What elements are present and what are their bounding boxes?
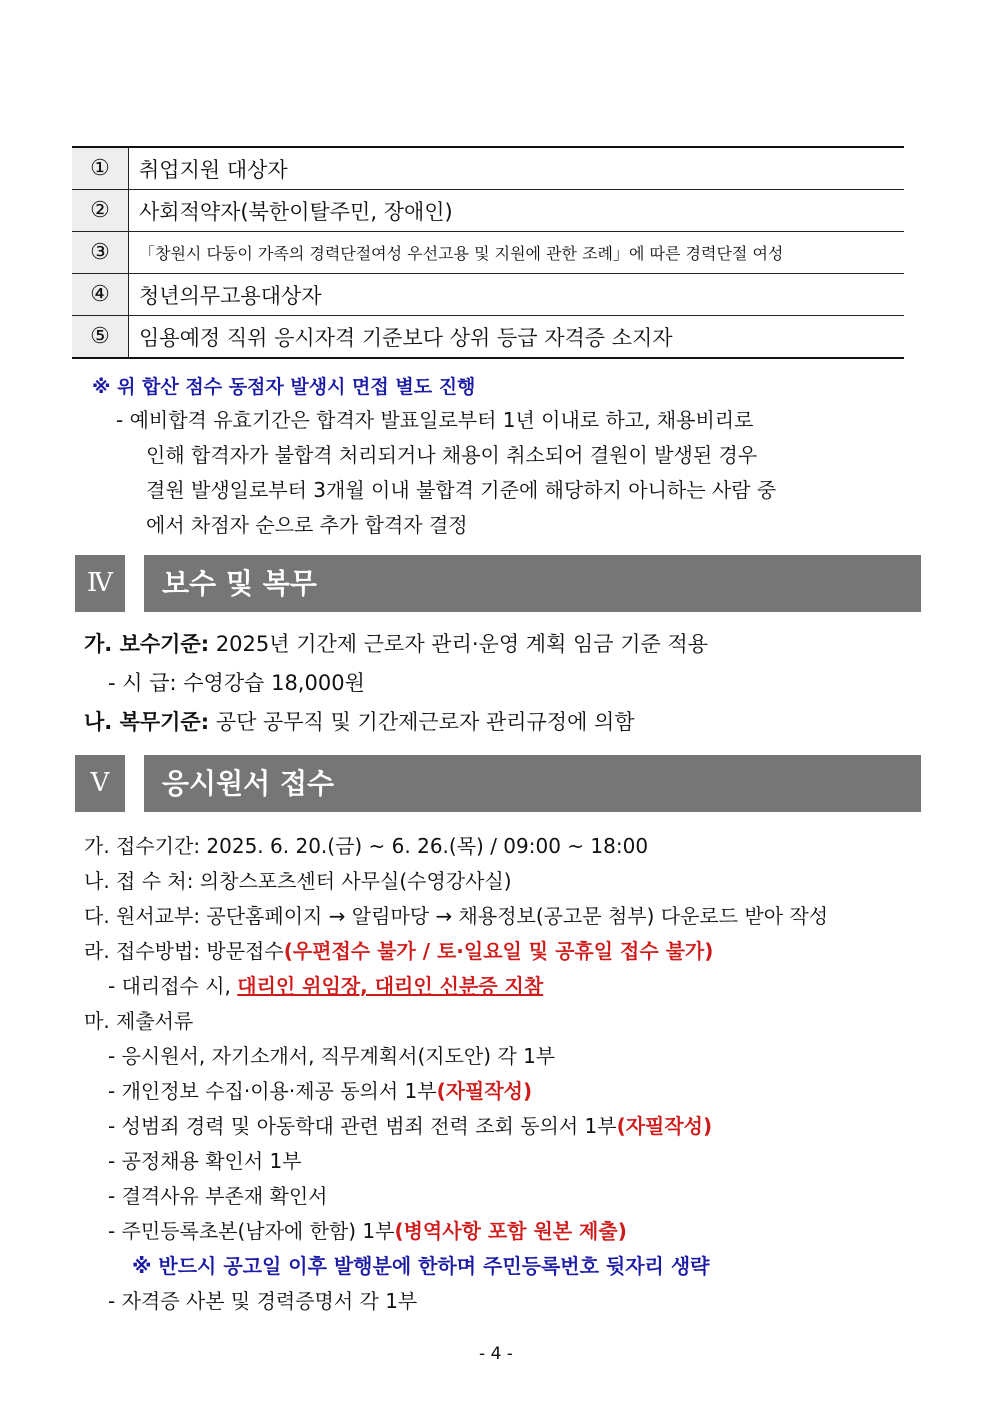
row-text: 취업지원 대상자 bbox=[129, 147, 905, 190]
doc-item bbox=[108, 1216, 627, 1246]
row-text: 임용예정 직위 응시자격 기준보다 상위 등급 자격증 소지자 bbox=[129, 316, 905, 359]
reserve-line-1: - 예비합격 유효기간은 합격자 발표일로부터 1년 이내로 하고, 채용비리로 bbox=[116, 408, 754, 432]
reserve-line-3: 결원 발생일로부터 3개월 이내 불합격 기준에 해당하지 아니하는 사람 중 bbox=[146, 478, 777, 502]
row-text: 「창원시 다둥이 가족의 경력단절여성 우선고용 및 지원에 관한 조례」에 따른 경력단절 여성 bbox=[129, 232, 905, 274]
row-number: ⑤ bbox=[72, 316, 129, 359]
doc-note-red: (자필작성) bbox=[436, 1079, 533, 1103]
application-method bbox=[84, 936, 713, 966]
row-number: ① bbox=[72, 147, 129, 190]
duty-label: 나. 복무기준: bbox=[84, 710, 210, 734]
row-number: ④ bbox=[72, 274, 129, 316]
doc-text: - 개인정보 수집·이용·제공 동의서 1부 bbox=[108, 1079, 437, 1103]
duty-standard bbox=[84, 707, 635, 737]
proxy-requirement: 대리인 위임장, 대리인 신분증 지참 bbox=[237, 974, 544, 998]
application-form: 다. 원서교부: 공단홈페이지 → 알림마당 → 채용정보(공고문 첨부) 다운로드 받아 작성 bbox=[84, 904, 829, 928]
docs-heading: 마. 제출서류 bbox=[84, 1009, 194, 1033]
doc-item: - 공정채용 확인서 1부 bbox=[108, 1149, 302, 1173]
table-row bbox=[72, 316, 904, 359]
reserve-line-4: 에서 차점자 순으로 추가 합격자 결정 bbox=[146, 513, 468, 537]
section-number: Ⅴ bbox=[75, 755, 125, 812]
table-row bbox=[72, 232, 904, 274]
page-number: - 4 - bbox=[479, 1344, 513, 1364]
hourly-label: - 시 급: bbox=[108, 671, 177, 695]
pay-text: 2025년 기간제 근로자 관리·운영 계획 임금 기준 적용 bbox=[215, 632, 709, 656]
reserve-line-2: 인해 합격자가 불합격 처리되거나 채용이 취소되어 결원이 발생된 경우 bbox=[146, 443, 758, 467]
proxy-text: - 대리접수 시, bbox=[108, 974, 231, 998]
doc-item bbox=[108, 1111, 712, 1141]
application-place: 나. 접 수 처: 의창스포츠센터 사무실(수영강사실) bbox=[84, 869, 512, 893]
proxy-application bbox=[108, 971, 543, 1001]
doc-item: - 응시원서, 자기소개서, 직무계획서(지도안) 각 1부 bbox=[108, 1044, 556, 1068]
method-restriction: (우편접수 불가 / 토·일요일 및 공휴일 접수 불가) bbox=[283, 939, 714, 963]
doc-note-red: (자필작성) bbox=[616, 1114, 713, 1138]
doc-note-red: (병역사항 포함 원본 제출) bbox=[394, 1219, 627, 1243]
row-number: ② bbox=[72, 190, 129, 232]
section-number: Ⅳ bbox=[75, 555, 125, 612]
table-row bbox=[72, 147, 904, 190]
doc-item: - 결격사유 부존재 확인서 bbox=[108, 1184, 328, 1208]
row-text: 사회적약자(북한이탈주민, 장애인) bbox=[129, 190, 905, 232]
doc-text: - 성범죄 경력 및 아동학대 관련 범죄 전력 조회 동의서 1부 bbox=[108, 1114, 617, 1138]
row-text: 청년의무고용대상자 bbox=[129, 274, 905, 316]
tie-note: ※ 위 합산 점수 동점자 발생시 면접 별도 진행 bbox=[92, 376, 476, 398]
method-text: 라. 접수방법: 방문접수 bbox=[84, 939, 284, 963]
section-title: 보수 및 복무 bbox=[144, 555, 921, 612]
row-number: ③ bbox=[72, 232, 129, 274]
pay-standard bbox=[84, 629, 708, 659]
section-title: 응시원서 접수 bbox=[144, 755, 921, 812]
doc-notice: ※ 반드시 공고일 이후 발행분에 한하며 주민등록번호 뒷자리 생략 bbox=[132, 1254, 710, 1278]
duty-text: 공단 공무직 및 기간제근로자 관리규정에 의함 bbox=[215, 710, 635, 734]
doc-text: - 주민등록초본(남자에 한함) 1부 bbox=[108, 1219, 395, 1243]
table-row bbox=[72, 274, 904, 316]
doc-item: - 자격증 사본 및 경력증명서 각 1부 bbox=[108, 1289, 418, 1313]
table-row bbox=[72, 190, 904, 232]
hourly-text: 수영강습 18,000원 bbox=[183, 671, 365, 695]
pay-label: 가. 보수기준: bbox=[84, 632, 210, 656]
application-period: 가. 접수기간: 2025. 6. 20.(금) ~ 6. 26.(목) / 09:00 ~ 18:00 bbox=[84, 834, 649, 858]
hourly-wage bbox=[108, 668, 365, 698]
preference-table bbox=[72, 146, 904, 359]
doc-item bbox=[108, 1076, 532, 1106]
